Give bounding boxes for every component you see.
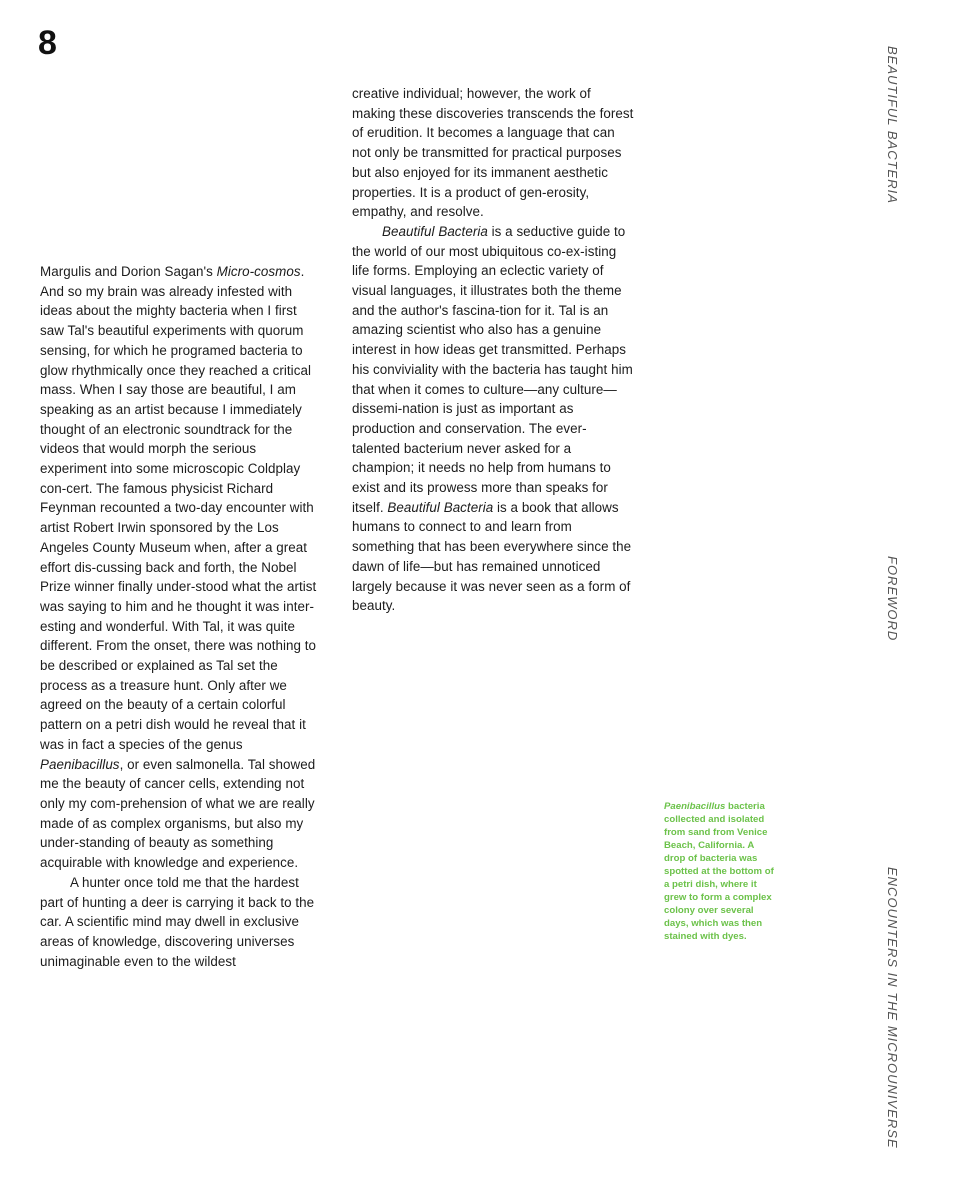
page-number: 8 [38, 24, 57, 62]
genus-name-italic: Paenibacillus [40, 756, 120, 772]
body-paragraph [40, 262, 322, 873]
body-paragraph [352, 222, 634, 616]
body-text: , or even salmonella. Tal showed me the beauty of cancer cells, extending not only my com-prehension of what we are really made of as complex organisms, but also my under-standing of beauty as something acquirable with knowledge and experience. [40, 756, 316, 871]
body-text: is a book that allows humans to connect to and learn from something that has been everywhere since the dawn of life—but has remained unnoticed largely because it was never seen as a form of beauty. [352, 499, 632, 614]
body-paragraph: A hunter once told me that the hardest part of hunting a deer is carrying it back to the car. A scientific mind may dwell in exclusive areas of knowledge, discovering universes unimaginable even to the wildest [40, 874, 315, 969]
running-head-book-title: BEAUTIFUL BACTERIA [885, 46, 900, 204]
caption-genus: Paenibacillus [664, 801, 726, 812]
body-paragraph: creative individual; however, the work of making these discoveries transcends the forest of erudition. It becomes a language that can not only be transmitted for practical purposes but also enjoyed for its immanent aesthetic properties. It is a product of gen-erosity, empathy, and resolve. [352, 86, 634, 220]
running-head-section: FOREWORD [885, 556, 900, 642]
book-title-italic: Beautiful Bacteria [387, 499, 494, 515]
figure-caption [664, 800, 774, 943]
left-text-column [40, 262, 322, 971]
book-title-italic: Micro-cosmos [216, 264, 301, 279]
body-text: . And so my brain was already infested with ideas about the mighty bacteria when I first saw Tal's beautiful experiments with quorum sensing, for which he programed bacteria to glow rhythmically once they reached a critical mass. When I say those are beautiful, I am speaking as an artist because I immediately thought of an electronic soundtrack for the videos that would morph the serious experiment into some microscopic Coldplay con-cert. The famous physicist Richard Feynman recounted a two-day encounter with artist Robert Irwin sponsored by the Los Angeles County Museum when, after a great effort dis-cussing back and forth, the Nobel Prize winner finally under-stood what the artist was saying to him and he thought it was inter-esting and wonderful. With Tal, it was quite different. From the onset, there was nothing to be described or explained as Tal set the process as a treasure hunt. Only after we agreed on the beauty of a certain colorful pattern on a petri dish would he reveal that it was in fact a species of the genus [40, 264, 317, 752]
middle-text-column [352, 84, 634, 616]
running-head-chapter: ENCOUNTERS IN THE MICROUNIVERSE [885, 867, 900, 1149]
body-text: is a seductive guide to the world of our most ubiquitous co-ex-isting life forms. Employing an eclectic variety of visual languages, it illustrates both the theme and the author's fascina-tion for it. Tal is an amazing scientist who also has a genuine interest in how ideas get transmitted. Perhaps his conviviality with the bacteria has taught him that when it comes to culture—any culture—dissemi-nation is just as important as production and conservation. The ever-talented bacterium never asked for a champion; it needs no help from humans to exist and its prowess more than speaks for itself. [352, 223, 633, 515]
book-title-italic: Beautiful Bacteria [382, 223, 488, 239]
caption-text: bacteria collected and isolated from sand from Venice Beach, California. A drop of bacteria was spotted at the bottom of a petri dish, where it grew to form a complex colony over several days, which was then stained with dyes. [664, 801, 774, 942]
body-text: Margulis and Dorion Sagan's [40, 264, 217, 279]
